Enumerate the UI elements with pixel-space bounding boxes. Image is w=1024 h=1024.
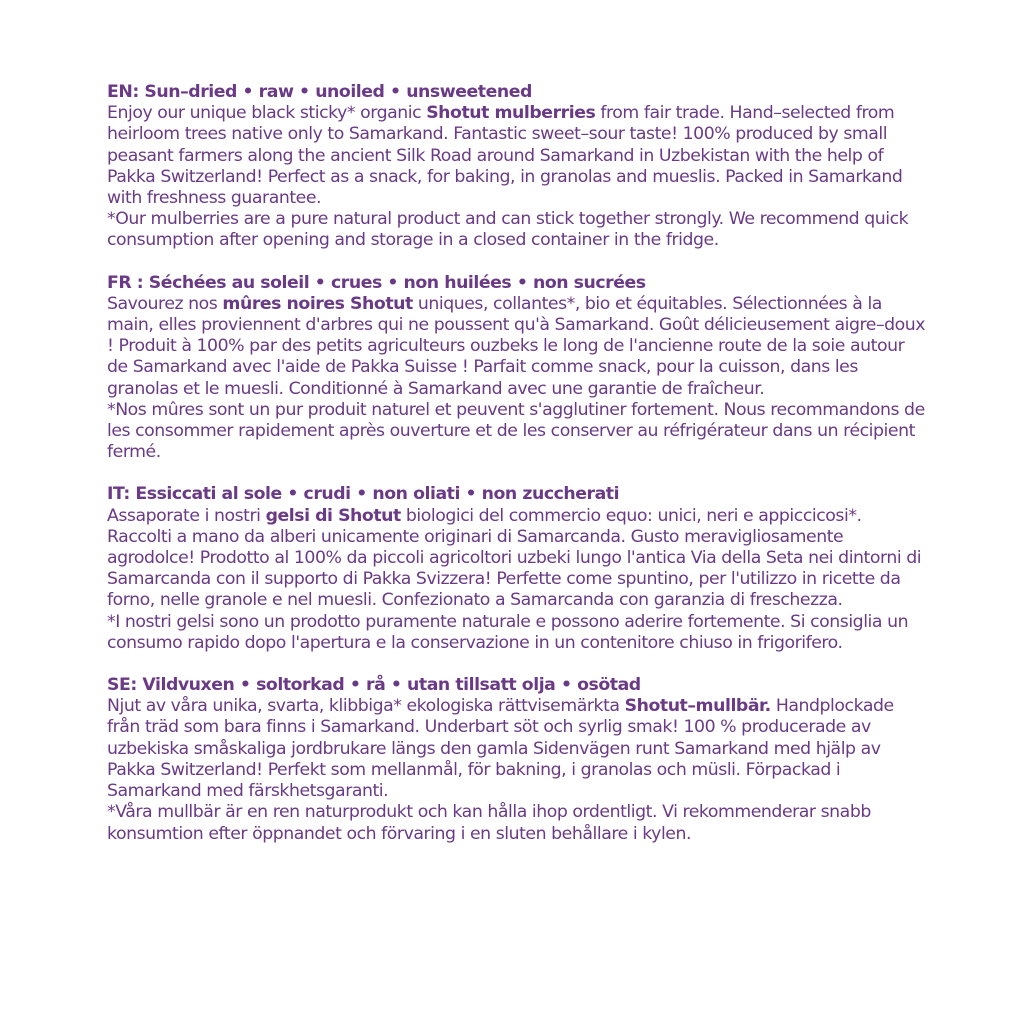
section-en	[107, 82, 927, 252]
body-text-fr-pre: Savourez nos	[107, 293, 223, 314]
product-name-it: gelsi di Shotut	[265, 505, 401, 526]
section-note-se: *Våra mullbär är en ren naturprodukt och kan hålla ihop ordentligt. Vi rekommenderar snabb konsumtion efter öppnandet och förvaring i en sluten behållare i kylen.	[107, 802, 871, 844]
section-note-en: *Our mulberries are a pure natural product and can stick together strongly. We recommend quick consumption after opening and storage in a closed container in the fridge.	[107, 209, 909, 251]
body-text-it-post: biologici del commercio equo: unici, neri e appiccicosi*. Raccolti a mano da alberi unicamente originari di Samarcanda. Gusto meravigliosamente agrodolce! Prodotto al 100% da piccoli agricoltori uzbeki lungo l'antica Via della Seta nei dintorni di Samarcanda con il supporto di Pakka Svizzera! Perfette come spuntino, per l'utilizzo in ricette da forno, nelle granole e nel muesli. Confezionato a Samarcanda con garanzia di freschezza.	[107, 505, 922, 611]
section-note-fr: *Nos mûres sont un pur produit naturel et peuvent s'agglutiner fortement. Nous recommandons de les consommer rapidement après ouverture et de les conserver au réfrigérateur dans un récipient fermé.	[107, 399, 925, 463]
body-text-en-pre: Enjoy our unique black sticky* organic	[107, 103, 427, 124]
body-text-se-post: Handplockade från träd som bara finns i Samarkand. Underbart söt och syrlig smak! 100 % producerade av uzbekiska småskaliga jordbrukare längs den gamla Sidenvägen runt Samarkand med hjälp av Pakka Switzerland! Perfekt som mellanmål, för bakning, i granolas och müsli. Förpackad i Samarkand med färskhetsgaranti.	[107, 696, 894, 802]
body-text-en-post: from fair trade. Hand–selected from heirloom trees native only to Samarkand. Fantastic sweet–sour taste! 100% produced by small peasant farmers along the ancient Silk Road around Samarkand in Uzbekistan with the help of Pakka Switzerland! Perfect as a snack, for baking, in granolas and mueslis. Packed in Samarkand with freshness guarantee.	[107, 103, 903, 209]
section-it	[107, 484, 927, 654]
section-body-it	[107, 506, 927, 612]
product-description-document	[107, 82, 927, 866]
section-body-se	[107, 696, 927, 802]
section-body-fr	[107, 294, 927, 400]
section-fr	[107, 273, 927, 464]
product-name-en: Shotut mulberries	[426, 103, 596, 124]
section-note-it: *I nostri gelsi sono un prodotto puramente naturale e possono aderire fortemente. Si consiglia un consumo rapido dopo l'apertura e la conservazione in un contenitore chiuso in frigorifero.	[107, 611, 909, 653]
product-name-fr: mûres noires Shotut	[222, 293, 413, 314]
section-body-en	[107, 103, 927, 209]
body-text-fr-post: uniques, collantes*, bio et équitables. Sélectionnées à la main, elles proviennent d'arbres qui ne poussent qu'à Samarkand. Goût délicieusement aigre–doux ! Produit à 100% par des petits agriculteurs ouzbeks le long de l'ancienne route de la soie autour de Samarkand avec l'aide de Pakka Suisse ! Parfait comme snack, pour la cuisson, dans les granolas et le muesli. Conditionné à Samarkand avec une garantie de fraîcheur.	[107, 293, 926, 399]
section-se	[107, 675, 927, 845]
section-heading-fr: FR : Séchées au soleil • crues • non huilées • non sucrées	[107, 272, 646, 293]
section-heading-se: SE: Vildvuxen • soltorkad • rå • utan tillsatt olja • osötad	[107, 675, 641, 696]
product-name-se: Shotut–mullbär.	[624, 696, 771, 717]
body-text-se-pre: Njut av våra unika, svarta, klibbiga* ekologiska rättvisemärkta	[107, 696, 625, 717]
body-text-it-pre: Assaporate i nostri	[107, 505, 266, 526]
section-heading-en: EN: Sun–dried • raw • unoiled • unsweetened	[107, 82, 532, 102]
section-heading-it: IT: Essiccati al sole • crudi • non oliati • non zuccherati	[107, 484, 620, 505]
